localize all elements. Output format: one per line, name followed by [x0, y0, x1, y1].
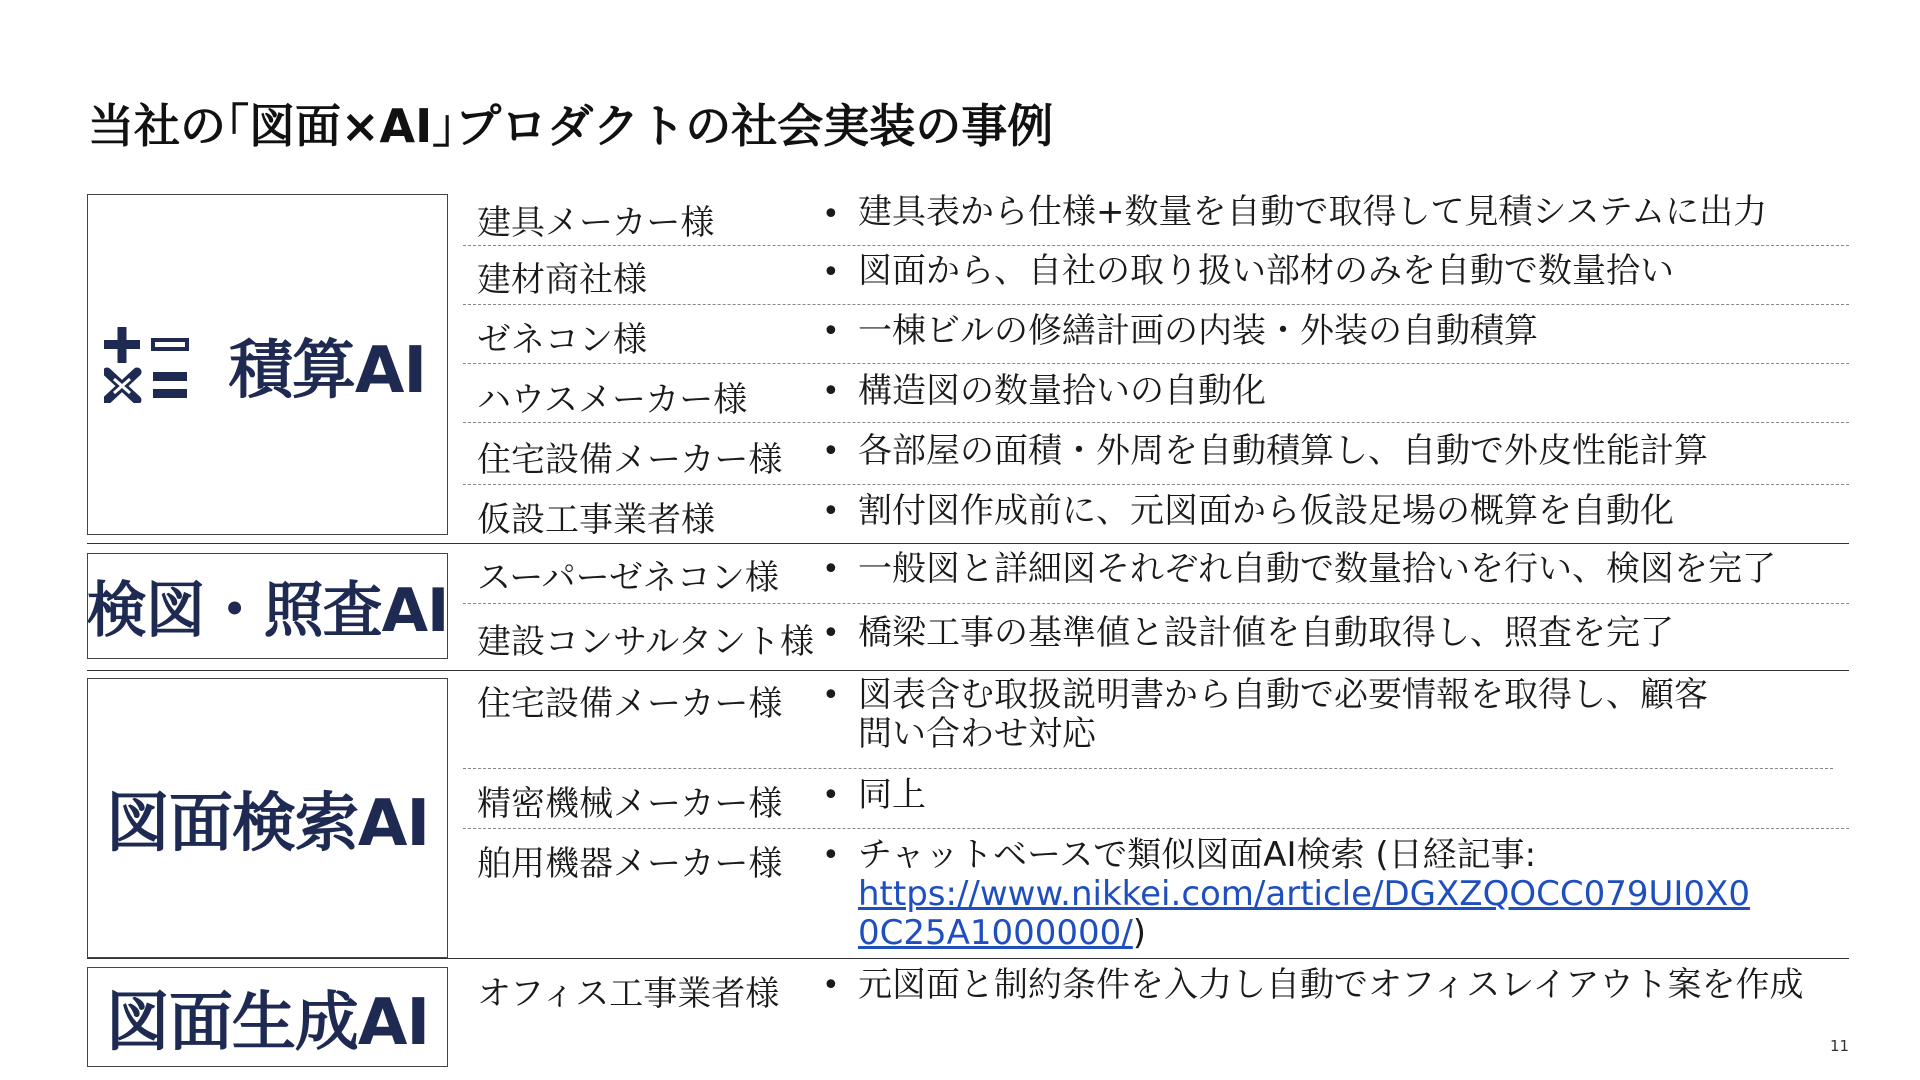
row-divider — [463, 304, 1849, 305]
section-divider — [87, 543, 1849, 544]
company-name: 建設コンサルタント様 — [477, 622, 814, 662]
case-description: 一棟ビルの修繕計画の内装・外装の自動積算 — [858, 311, 1538, 351]
bullet: • — [822, 616, 840, 651]
case-description: 図面から、自社の取り扱い部材のみを自動で数量拾い — [858, 251, 1674, 291]
category-label: 図面生成AI — [105, 986, 430, 1060]
case-description-line: 問い合わせ対応 — [858, 714, 1096, 754]
category-label: 積算AI — [228, 333, 427, 408]
row-divider — [463, 828, 1849, 829]
case-description: 一般図と詳細図それぞれ自動で数量拾いを行い、検図を完了 — [858, 549, 1776, 589]
bullet: • — [822, 494, 840, 529]
category-inspection-ai — [87, 553, 448, 659]
bullet: • — [822, 968, 840, 1003]
case-description — [858, 836, 1750, 953]
company-name: 舶用機器メーカー様 — [477, 844, 783, 884]
bullet: • — [822, 778, 840, 813]
company-name: スーパーゼネコン様 — [477, 558, 779, 598]
bullet: • — [822, 434, 840, 469]
case-description: 建具表から仕様+数量を自動で取得して見積システムに出力 — [858, 192, 1768, 232]
section-divider — [87, 670, 1849, 671]
case-description: 同上 — [858, 775, 926, 815]
bullet: • — [822, 552, 840, 587]
bullet: • — [822, 678, 840, 713]
company-name: 建材商社様 — [477, 260, 647, 300]
bullet: • — [822, 838, 840, 873]
company-name: 住宅設備メーカー様 — [477, 684, 783, 724]
nikkei-article-link[interactable]: https://www.nikkei.com/article/DGXZQOCC079UI0X0 — [858, 874, 1750, 914]
row-divider — [463, 422, 1849, 423]
case-description-line: チャットベースで類似図面AI検索 (日経記事: — [858, 835, 1537, 875]
bullet: • — [822, 255, 840, 290]
case-description: 割付図作成前に、元図面から仮設足場の概算を自動化 — [858, 491, 1674, 531]
row-divider — [463, 768, 1833, 769]
case-description — [858, 676, 1708, 754]
row-divider — [463, 363, 1849, 364]
category-search-ai — [87, 678, 448, 958]
nikkei-article-link-continued[interactable]: 0C25A1000000/ — [858, 913, 1133, 953]
company-name: 精密機械メーカー様 — [477, 784, 783, 824]
case-description-line: 図表含む取扱説明書から自動で必要情報を取得し、顧客 — [858, 675, 1708, 715]
category-generation-ai — [87, 967, 448, 1067]
company-name: 仮設工事業者様 — [477, 500, 715, 540]
page-title: 当社の｢図面×AI｣プロダクトの社会実装の事例 — [88, 99, 1054, 153]
bullet: • — [822, 374, 840, 409]
row-divider — [463, 245, 1849, 246]
company-name: 住宅設備メーカー様 — [477, 440, 783, 480]
row-divider — [463, 484, 1849, 485]
company-name: 建具メーカー様 — [477, 203, 715, 243]
company-name: ゼネコン様 — [477, 320, 647, 360]
closing-paren: ) — [1132, 913, 1147, 953]
page-number: 11 — [1830, 1037, 1850, 1055]
bullet: • — [822, 197, 840, 232]
category-label: 図面検索AI — [105, 787, 430, 861]
case-description: 橋梁工事の基準値と設計値を自動取得し、照査を完了 — [858, 613, 1674, 653]
case-description: 各部屋の面積・外周を自動積算し、自動で外皮性能計算 — [858, 431, 1708, 471]
section-divider — [87, 958, 1849, 959]
company-name: オフィス工事業者様 — [477, 974, 780, 1014]
bullet: • — [822, 314, 840, 349]
calculator-icon — [104, 327, 190, 403]
case-description: 元図面と制約条件を入力し自動でオフィスレイアウト案を作成 — [858, 965, 1804, 1005]
category-label: 検図・照査AI — [86, 576, 449, 646]
case-description: 構造図の数量拾いの自動化 — [858, 371, 1266, 411]
row-divider — [463, 603, 1849, 604]
company-name: ハウスメーカー様 — [477, 380, 748, 420]
